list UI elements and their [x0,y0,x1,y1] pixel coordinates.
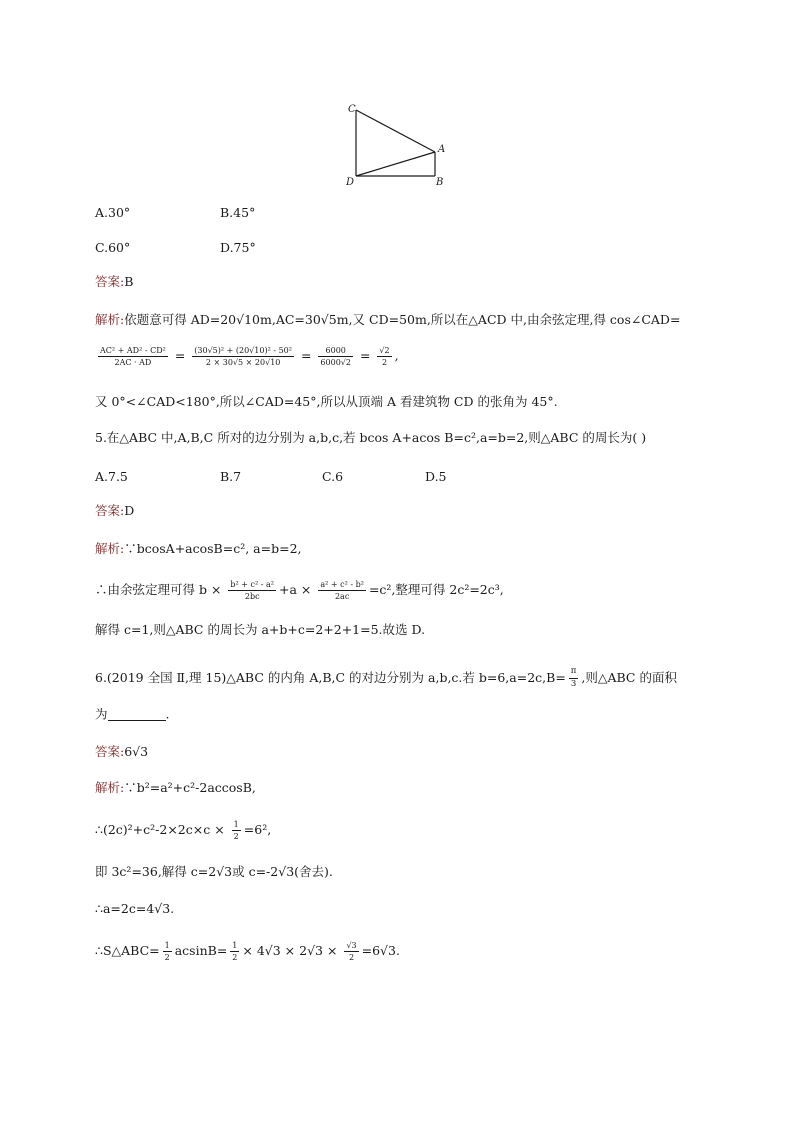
fraction-denominator: 6000√2 [320,358,351,368]
q5-stem: 5.在△ABC 中,A,B,C 所对的边分别为 a,b,c,若 bcos A+acos B=c²,a=b=2,则△ABC 的周长为( ) [95,430,647,445]
fraction-one-half [163,941,172,962]
fraction-denominator: 2 [164,953,170,963]
q4-answer: B [124,274,134,289]
q4-option-d: D.75° [220,240,256,255]
q5-analysis-line-1 [95,543,302,556]
fraction-numerator: π [569,667,579,679]
analysis-label: 解析: [95,312,125,327]
q4-answer-line [95,276,133,289]
q6-stem-text: ,则△ABC 的面积 [581,669,677,685]
q6-answer-line [95,746,148,759]
q6-analysis-line-5 [95,941,400,962]
q5-option-d: D.5 [425,469,447,484]
fraction-numerator: AC² + AD² - CD² [98,346,168,357]
q6-analysis-line-2 [95,820,271,841]
q6-answer: 6√3 [124,744,149,759]
q6-analysis-text: =6², [243,822,272,838]
fraction-result [377,346,391,367]
q5-option-b: B.7 [220,469,242,484]
fraction-cosine-rule [98,346,168,367]
q4-analysis-line [95,314,680,327]
q5-analysis-text: +a × [279,582,312,598]
point-label-c: C [348,104,356,115]
fraction-one-half [230,941,239,962]
q6-analysis-text: × 4√3 × 2√3 × [242,943,338,959]
q5-analysis-line-2 [95,580,504,601]
fraction-numerator: √2 [377,346,391,357]
fraction-numerator: 1 [230,941,239,952]
q6-analysis-text: ∴(2c)²+c²-2×2c×c × [95,822,225,838]
fraction-one-half [232,820,241,841]
fraction-simplified [318,346,353,367]
q5-answer-line [95,505,134,518]
q6-analysis-line-4: ∴a=2c=4√3. [95,901,175,916]
point-label-b: B [436,177,444,188]
q6-stem-line-1 [95,667,677,690]
q4-analysis-text: 依题意可得 AD=20√10m,AC=30√5m,又 CD=50m,所以在△ACD 中,由余弦定理,得 cos∠CAD= [124,312,681,327]
fraction-denominator: 2 [233,832,239,842]
point-label-d: D [346,177,355,188]
q6-stem-line-2 [95,708,170,721]
fraction-denominator: 2 [348,953,355,963]
fraction-numerator: √3 [344,941,358,952]
q4-conclusion: 又 0°<∠CAD<180°,所以∠CAD=45°,所以从顶端 A 看建筑物 CD 的张角为 45°. [95,394,558,409]
fraction-cos-a [228,580,276,601]
fraction-denominator: 2 [232,953,238,963]
q4-option-b: B.45° [220,205,256,220]
fraction-denominator: 2ac [334,592,350,602]
q6-analysis-line-3: 即 3c²=36,解得 c=2√3或 c=-2√3(舍去). [95,864,333,879]
answer-label: 答案: [95,503,125,518]
fraction-denominator: 3 [570,678,577,689]
fraction-denominator: 2 [381,358,388,368]
q6-stem-text: 6.(2019 全国 Ⅱ,理 15)△ABC 的内角 A,B,C 的对边分别为 a,b,c.若 b=6,a=2c,B= [95,669,566,685]
fraction-substituted [192,346,294,367]
fraction-numerator: b² + c² - a² [228,580,276,591]
fraction-root3-over-2 [344,941,358,962]
segment-da [356,152,435,176]
q5-answer: D [124,503,135,518]
q6-analysis-text: =6√3. [361,943,400,959]
fraction-numerator: 1 [163,941,172,952]
q5-analysis-text: ∴由余弦定理可得 b × [95,582,222,598]
point-label-a: A [438,144,446,155]
triangle-figure [340,98,452,190]
q6-analysis-text: ∴S△ABC= [95,943,160,959]
fraction-denominator: 2AC · AD [114,358,152,368]
q5-option-a: A.7.5 [95,469,128,484]
fraction-pi-over-3 [569,667,579,690]
q5-option-c: C.6 [322,469,344,484]
q6-analysis-text: acsinB= [174,943,228,959]
q5-analysis-line-3: 解得 c=1,则△ABC 的周长为 a+b+c=2+2+1=5.故选 D. [95,622,426,637]
q4-option-a: A.30° [95,205,131,220]
fraction-numerator: 6000 [318,346,353,357]
fraction-cos-b [318,580,366,601]
answer-label: 答案: [95,744,125,759]
analysis-label: 解析: [95,780,125,795]
q6-stem-text: 为 [95,706,108,722]
q6-stem-text: . [165,706,170,722]
fraction-denominator: 2bc [244,592,260,602]
fraction-numerator: 1 [232,820,241,831]
segment-ca [356,110,435,152]
fraction-numerator: a² + c² - b² [318,580,366,591]
answer-blank[interactable] [108,708,166,721]
q4-option-c: C.60° [95,240,131,255]
fraction-numerator: (30√5)² + (20√10)² - 50² [192,346,294,357]
q6-analysis-line-1 [95,782,256,795]
q5-analysis-text: ∵bcosA+acosB=c², a=b=2, [124,541,302,556]
analysis-label: 解析: [95,541,125,556]
q5-analysis-text: =c²,整理可得 2c²=2c³, [368,582,504,598]
answer-label: 答案: [95,274,125,289]
q6-analysis-text: ∵b²=a²+c²-2accosB, [124,780,256,795]
q4-fraction-line: $\frac{\text{AC² + AD² - CD²}}{2AC \cdot AD}$ = $\frac{\text{(30√5)² + (20√10)² - 50²}}{2 \times 30√5 \times 20√10}$ = $\frac{6000}{6000√2}$ = $\frac{√2}{2}$ , [100,346,399,368]
fraction-denominator: 2 × 30√5 × 20√10 [205,358,281,368]
